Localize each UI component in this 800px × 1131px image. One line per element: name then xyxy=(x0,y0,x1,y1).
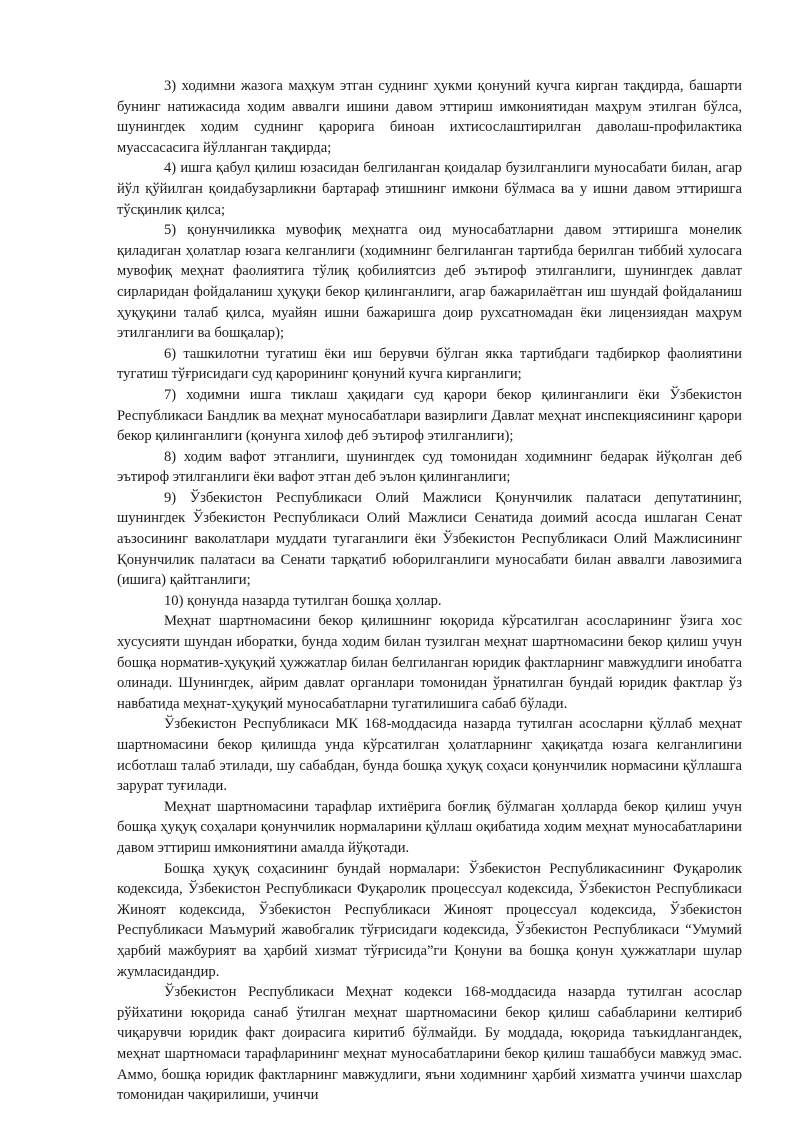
paragraph-item-4: 4) ишга қабул қилиш юзасидан белгиланган қоидалар бузилганлиги муносабати билан, агар йўл қўйилган қоидабузарликни бартараф этишнинг имкони бўлмаса ва у ишни давом эттиришга тўсқинлик қилса; xyxy=(117,160,742,218)
paragraph-item-5: 5) қонунчиликка мувофиқ меҳнатга оид муносабатларни давом эттиришга монелик қиладиган ҳолатлар юзага келганлиги (ходимнинг белгиланган тартибда берилган тиббий хулосага мувофиқ меҳнат фаолиятига тўлиқ қобилиятсиз деб эътироф этилганлиги, шунингдек давлат сирларидан фойдаланиш ҳуқуқи бекор қилинганлиги, агар бажарилаётган иш шундай фойдаланиш ҳуқуқини талаб қилса, муайян ишни бажаришга доир рухсатномадан ёки лицензиядан маҳрум этилганлиги ва бошқалар); xyxy=(117,222,742,342)
paragraph-item-10: 10) қонунда назарда тутилган бошқа ҳоллар. xyxy=(164,592,442,609)
paragraph-body-3: Меҳнат шартномасини тарафлар ихтиёрига боғлиқ бўлмаган ҳолларда бекор қилиш учун бошқа ҳуқуқ соҳалари қонунчилик нормаларини қўллаш оқибатида ходим меҳнат муносабатларини давом эттириш имкониятини амалда йўқотади. xyxy=(117,798,742,856)
document-page xyxy=(117,76,742,1106)
paragraph-item-8: 8) ходим вафот этганлиги, шунингдек суд томонидан ходимнинг бедарак йўқолган деб эътироф этилганлиги ёки вафот этган деб эълон қилинганлиги; xyxy=(117,448,742,486)
paragraph-body-5: Ўзбекистон Республикаси Меҳнат кодекси 168-моддасида назарда тутилган асослар рўйхатини юқорида санаб ўтилган меҳнат шартномасини бекор қилиш сабабларини келтириб чиқарувчи юридик факт доирасига киритиб бўлмайди. Бу моддада, юқорида таъкидлангандек, меҳнат шартномаси тарафларининг меҳнат муносабатларини бекор қилиш ташаббуси мавжуд эмас. Аммо, бошқа юридик фактларнинг мавжудлиги, яъни ходимнинг ҳарбий хизматга учинчи шахслар томонидан чақирилиши, учинчи xyxy=(117,984,742,1104)
paragraph-item-7: 7) ходимни ишга тиклаш ҳақидаги суд қарори бекор қилинганлиги ёки Ўзбекистон Республикаси Бандлик ва меҳнат муносабатлари вазирлиги Давлат меҳнат инспекциясининг қарори бекор қилинганлиги (қонунга хилоф деб эътироф этилганлиги); xyxy=(117,386,742,445)
paragraph-item-6: 6) ташкилотни тугатиш ёки иш берувчи бўлган якка тартибдаги тадбиркор фаолиятини тугатиш тўғрисидаги суд қарорининг қонуний кучга кирганлиги; xyxy=(117,345,742,383)
paragraph-item-9: 9) Ўзбекистон Республикаси Олий Мажлиси Қонунчилик палатаси депутатининг, шунингдек Ўзбекистон Республикаси Олий Мажлиси Сенатида доимий асосда ишлаган Сенат аъзосининг ваколатлари муддати тугаганлиги ёки Ўзбекистон Республикаси Олий Мажлисининг Қонунчилик палатаси ва Сенати тарқатиб юборилганлиги муносабати билан аввалги лавозимига (ишига) қайтганлиги; xyxy=(117,489,742,589)
paragraph-body-2: Ўзбекистон Республикаси МК 168-моддасида назарда тутилган асосларни қўллаб меҳнат шартномасини бекор қилишда унда кўрсатилган ҳолатларнинг ҳақиқатда юзага келганлигини исботлаш талаб этилади, шу сабабдан, бунда бошқа ҳуқуқ соҳаси қонунчилик нормасини қўллашга зарурат туғилади. xyxy=(117,716,742,795)
paragraph-item-3: 3) ходимни жазога маҳкум этган суднинг ҳукми қонуний кучга кирган тақдирда, башарти бунинг натижасида ходим аввалги ишини давом эттириш имкониятидан маҳрум этилган бўлса, шунингдек ходим суднинг қарорига биноан ихтисослаштирилган даволаш-профилактика муассасасига йўлланган тақдирда; xyxy=(117,78,742,156)
paragraph-body-4: Бошқа ҳуқуқ соҳасининг бундай нормалари: Ўзбекистон Республикасининг Фуқаролик кодексида, Ўзбекистон Республикаси Фуқаролик процессуал кодексида, Ўзбекистон Республикаси Жиноят кодексида, Ўзбекистон Республикаси Жиноят процессуал кодексида, Ўзбекистон Республикаси Маъмурий жавобгалик тўғрисидаги кодексида, Ўзбекистон Республикаси “Умумий ҳарбий мажбурият ва ҳарбий хизмат тўғрисида”ги Қонуни ва бошқа қонун ҳужжатлари шулар жумласидандир. xyxy=(117,860,742,980)
paragraph-body-1: Меҳнат шартномасини бекор қилишнинг юқорида кўрсатилган асосларининг ўзига хос хусусияти шундан иборатки, бунда ходим билан тузилган меҳнат шартномасини бекор қилиш учун бошқа норматив-ҳуқуқий ҳужжатлар билан белгиланган юридик фактларнинг мавжудлиги инобатга олинади. Шунингдек, айрим давлат органлари томонидан ўрнатилган бундай юридик фактлар ўз навбатида меҳнат-ҳуқуқий муносабатларни тугатилишига сабаб бўлади. xyxy=(117,613,742,712)
